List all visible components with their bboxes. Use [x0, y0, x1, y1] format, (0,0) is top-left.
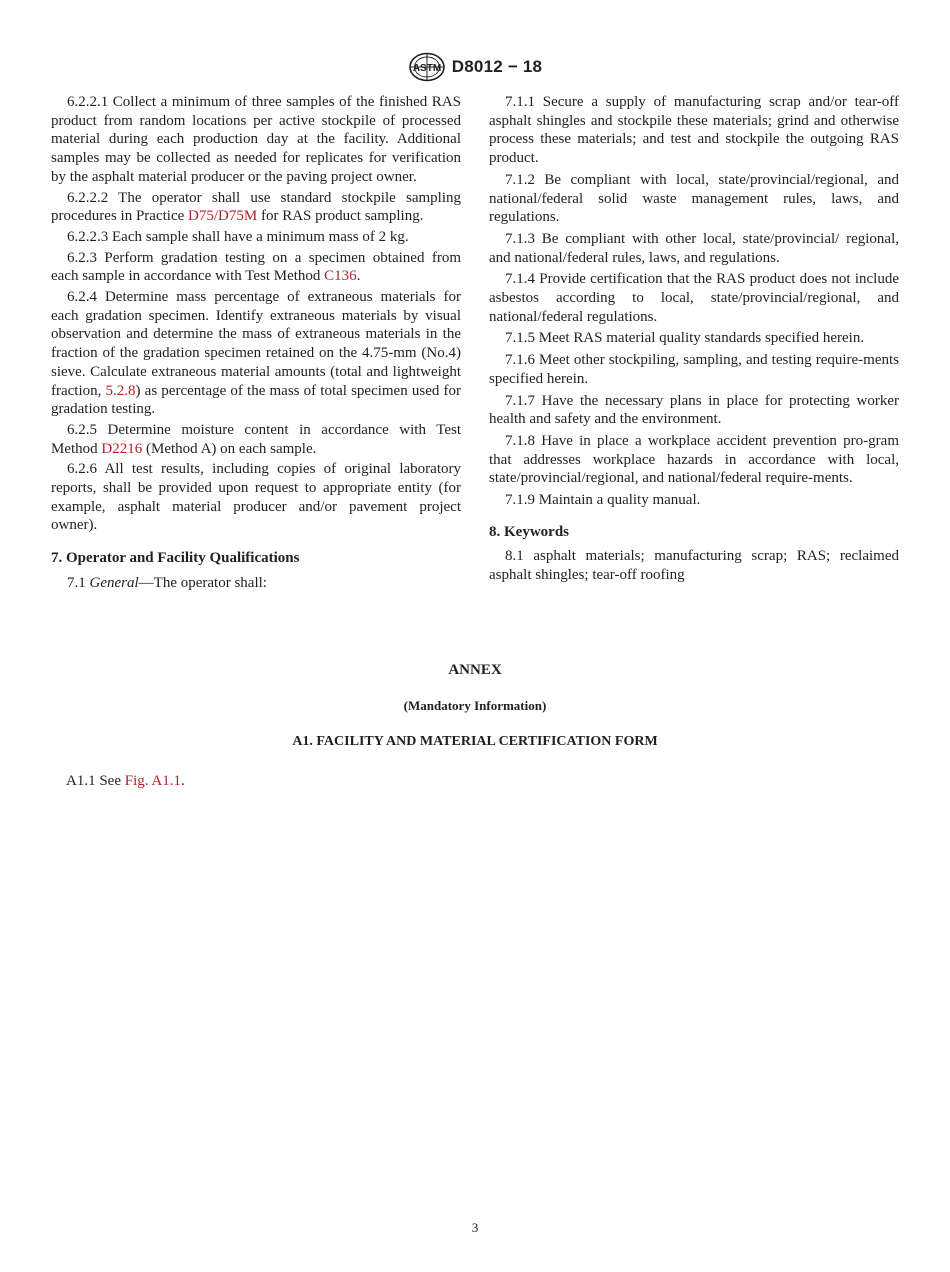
paragraph-7-1-5: 7.1.5 Meet RAS material quality standards specified herein. [505, 330, 865, 347]
paragraph-6-2-6 [51, 460, 461, 535]
paragraph-6-2-2-3 [51, 228, 461, 247]
reference-link-c136[interactable]: C136 [324, 268, 357, 285]
paragraph-text: 7.1 [67, 574, 90, 591]
logo-text: ASTM [412, 63, 441, 74]
paragraph-6-2-2-1 [51, 93, 461, 187]
paragraph-7-1-1: 7.1.1 Secure a supply of manufacturing scrap and/or tear-off asphalt shingles and stockpile these materials; grind and otherwise process these materials; and test and stockpile the outgoing RAS product. [489, 94, 899, 167]
page-number: 3 [471, 1220, 479, 1235]
paragraph-text: 6.2.2.2 The operator shall use standard stockpile sampling procedures in Practice [51, 189, 461, 225]
right-column [489, 93, 899, 587]
paragraph-7-1-8: 7.1.8 Have in place a workplace accident prevention pro-gram that addresses workplace hazards in accordance with local, state/provincial/regional, and national/federal require-ments. [489, 432, 899, 487]
paragraph-text: for RAS product sampling. [257, 208, 424, 225]
left-column [51, 93, 461, 595]
paragraph-text: ) as percentage of the mass of total specimen used for gradation testing. [51, 382, 461, 418]
astm-logo-icon [408, 52, 446, 82]
paragraph-7-1-6: 7.1.6 Meet other stockpiling, sampling, and testing require-ments specified herein. [489, 352, 899, 387]
reference-link-d2216[interactable]: D2216 [101, 440, 143, 457]
paragraph-text: 6.2.6 All test results, including copies of original laboratory reports, shall be provided upon request to appropriate entity (for example, asphalt material producer and/or pavement project owner). [51, 461, 461, 534]
section-8-heading: 8. Keywords [489, 523, 569, 540]
annex-subtitle: (Mandatory Information) [403, 698, 547, 713]
paragraph-7-1-3: 7.1.3 Be compliant with other local, state/provincial/ regional, and national/federal rules, laws, and regulations. [489, 230, 899, 266]
paragraph-text: (Method A) on each sample. [142, 440, 317, 457]
reference-link-fig-a1-1[interactable]: Fig. A1.1 [124, 773, 182, 789]
paragraph-8-1: 8.1 asphalt materials; manufacturing scrap; RAS; reclaimed asphalt shingles; tear-off roofing [489, 548, 899, 584]
reference-link-5-2-8[interactable]: 5.2.8 [105, 382, 136, 399]
paragraph-text: 6.2.2.3 Each sample shall have a minimum mass of 2 kg. [67, 228, 409, 245]
page-header [0, 50, 950, 84]
paragraph-7-1-2: 7.1.2 Be compliant with local, state/provincial/regional, and national/federal solid waste management rules, laws, and regulations. [489, 171, 899, 226]
italic-term: General [89, 574, 139, 591]
paragraph-text: A1.1 See [66, 773, 125, 789]
paragraph-a1-1 [66, 773, 185, 790]
reference-link-d75[interactable]: D75/D75M [188, 208, 258, 225]
paragraph-text: 6.2.5 Determine moisture content in accordance with Test Method [51, 421, 461, 457]
annex-a1-title: A1. FACILITY AND MATERIAL CERTIFICATION FORM [292, 734, 658, 749]
paragraph-6-2-3 [51, 249, 461, 286]
section-7-heading: 7. Operator and Facility Qualifications [51, 550, 300, 567]
paragraph-text: 6.2.3 Perform gradation testing on a specimen obtained from each sample in accordance with Test Method [51, 249, 461, 285]
paragraph-text: 6.2.4 Determine mass percentage of extraneous materials for each gradation specimen. Identify extraneous materials by visual observation and determine the mass of extraneous materials in the fraction of the gradation specimen retained on the 4.75-mm (No.4) sieve. Calculate extraneous material amounts (total and lightweight fraction, [51, 289, 461, 399]
paragraph-text: —The operator shall: [138, 574, 267, 591]
paragraph-text: 6.2.2.1 Collect a minimum of three samples of the finished RAS product from random locations per active stockpile of processed material during each production day at the facility. Additional samples may be collected as needed for replicates for verification by the asphalt material producer or the paving project owner. [51, 94, 461, 185]
document-designation: D8012 − 18 [451, 57, 543, 76]
paragraph-text: . [181, 773, 185, 789]
paragraph-6-2-2-2 [51, 189, 461, 226]
paragraph-7-1-9: 7.1.9 Maintain a quality manual. [505, 492, 701, 509]
paragraph-6-2-4 [51, 288, 461, 419]
paragraph-7-1-7: 7.1.7 Have the necessary plans in place for protecting worker health and safety and the environment. [489, 392, 899, 428]
paragraph-text: . [356, 268, 361, 285]
paragraph-7-1-4: 7.1.4 Provide certification that the RAS product does not include asbestos according to local, state/provincial/regional, and national/federal regulations. [489, 271, 899, 325]
annex-title: ANNEX [448, 662, 502, 678]
paragraph-7-1 [51, 574, 461, 593]
paragraph-6-2-5 [51, 421, 461, 458]
